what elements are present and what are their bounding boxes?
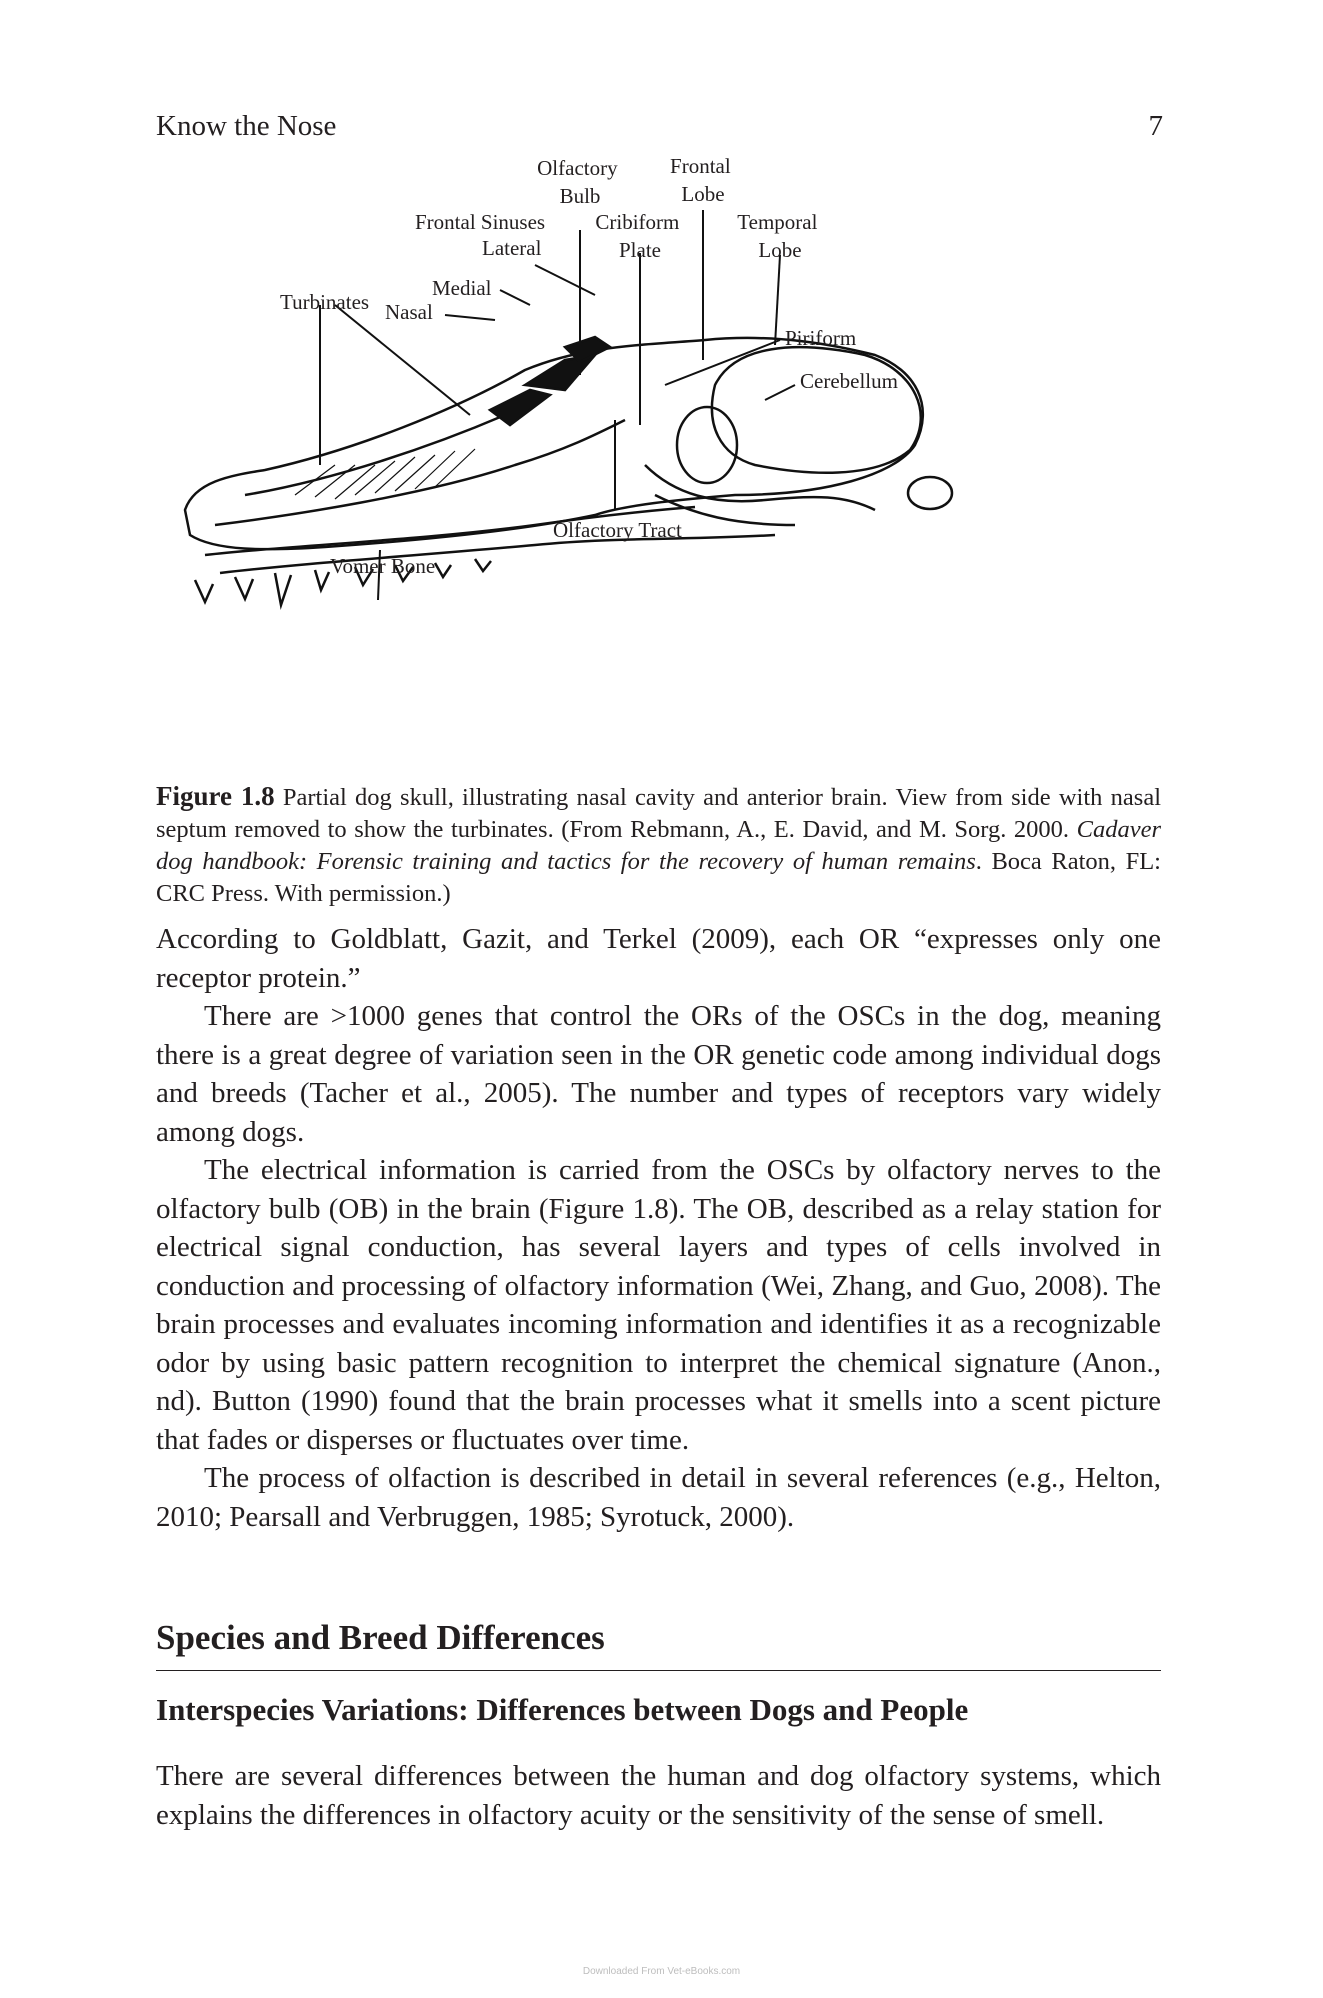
label-olfactory-bulb [537,156,623,208]
label-temporal-lobe-line2: Lobe [758,238,802,262]
label-frontal-lobe-line1: Frontal [670,154,731,178]
paragraph-5: There are several differences between the human and dog olfactory systems, which explains the differences in olfactory acuity or the sensitivity of the sense of smell. [156,1760,1161,1831]
label-temporal-lobe [737,210,822,262]
caption-reference-tail: . Boca Raton, FL: CRC Press. With permission.) [156,848,1161,907]
body-text-block-1 [156,920,1161,1536]
label-vomer-bone: Vomer Bone [330,554,436,578]
label-olfactory-bulb-line2: Bulb [559,184,601,208]
label-temporal-lobe-line1: Temporal [737,210,818,234]
caption-reference-title: Cadaver dog handbook: Forensic training and tactics for the recovery of human remains [156,816,1161,875]
subsection-heading: Interspecies Variations: Differences between Dogs and People [156,1692,969,1727]
paragraph-3: The electrical information is carried from the OSCs by olfactory nerves to the olfactory bulb (OB) in the brain (Figure 1.8). The OB, described as a relay station for electrical signal conduction, has several layers and types of cells involved in conduction and processing of olfactory information (Wei, Zhang, and Guo, 2008). The brain processes and evaluates incoming information and identifies it as a recognizable odor by using basic pattern recognition to interpret the chemical signature (Anon., nd). Button (1990) found that the brain processes what it smells into a scent picture that fades or disperses or fluctuates over time. [156,1154,1161,1456]
footer-watermark: Downloaded From Vet-eBooks.com [582,1966,741,1977]
caption-text: Partial dog skull, illustrating nasal cavity and anterior brain. View from side with nasal septum removed to show the turbinates. (From Rebmann, A., E. David, and M. Sorg. 2000. [156,784,1161,843]
label-nasal: Nasal [385,300,433,324]
figure-label: Figure 1.8 [156,781,275,811]
label-frontal-lobe-line2: Lobe [681,182,725,206]
paragraph-4: The process of olfaction is described in detail in several references (e.g., Helton, 2010; Pearsall and Verbruggen, 1985; Syrotuck, 2000). [156,1462,1161,1533]
page-number: 7 [1148,110,1163,142]
body-text-block-2 [156,1757,1161,1834]
label-cribiform-plate-line1: Cribiform [595,210,680,234]
paragraph-2: There are >1000 genes that control the ORs of the OSCs in the dog, meaning there is a great degree of variation seen in the OR genetic code among individual dogs and breeds (Tacher et al., 2005). The number and types of receptors vary widely among dogs. [156,1000,1161,1148]
label-cerebellum: Cerebellum [800,369,898,393]
label-olfactory-tract: Olfactory Tract [553,518,682,542]
label-frontal-sinuses: Frontal Sinuses [415,210,546,234]
label-piriform: Piriform [785,326,857,350]
label-frontal-lobe [670,154,736,206]
label-olfactory-bulb-line1: Olfactory [537,156,618,180]
label-cribiform-plate [595,210,684,262]
label-cribiform-plate-line2: Plate [619,238,661,262]
paragraph-1: According to Goldblatt, Gazit, and Terkel (2009), each OR “expresses only one receptor protein.” [156,923,1161,994]
label-turbinates: Turbinates [280,290,370,314]
label-lateral: Lateral [482,236,542,260]
running-head: Know the Nose [156,110,337,142]
section-heading: Species and Breed Differences [156,1618,1161,1671]
label-medial: Medial [432,276,492,300]
figure-caption [156,780,1161,910]
dog-skull-figure [175,154,1145,745]
